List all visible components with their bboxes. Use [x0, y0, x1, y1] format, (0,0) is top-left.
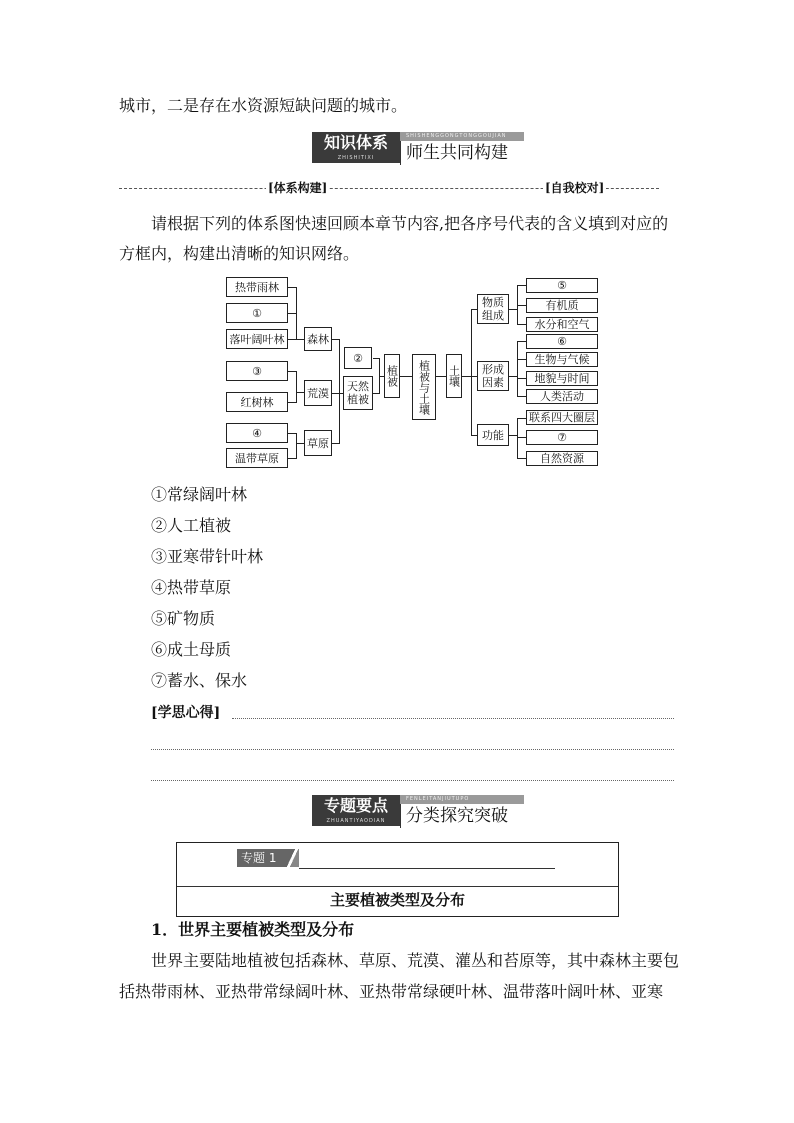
- banner-main: 知识体系: [312, 132, 400, 154]
- banner-divider: [400, 804, 401, 828]
- box-blank-5: ⑤: [526, 278, 598, 293]
- banner-text: 分类探究突破: [406, 806, 508, 826]
- answer-4: ④热带草原: [151, 578, 232, 597]
- box-mangrove: 红树林: [226, 392, 288, 412]
- box-blank-4: ④: [226, 423, 288, 443]
- answer-3: ③亚寒带针叶林: [151, 547, 264, 566]
- box-blank-3: ③: [226, 361, 288, 381]
- topic-title: 主要植被类型及分布: [329, 891, 465, 909]
- topic-tag-decoration: [287, 849, 299, 867]
- notes-label: [学思心得]: [151, 705, 221, 721]
- box-blank-7: ⑦: [526, 430, 598, 445]
- box-vegetation-and-soil: 植被与土壤: [412, 354, 436, 420]
- box-water-air: 水分和空气: [526, 317, 598, 332]
- banner-sub-pinyin: ZHUANTIYAODIAN: [312, 817, 400, 826]
- box-blank-1: ①: [226, 303, 288, 323]
- answer-2: ②人工植被: [151, 516, 232, 535]
- intro-line: 城市，二是存在水资源短缺问题的城市。: [119, 96, 408, 115]
- answer-1: ①常绿阔叶林: [151, 485, 248, 504]
- knowledge-system-banner: [312, 132, 522, 166]
- tag-self-check: [自我校对]: [545, 181, 605, 195]
- instruction-line-1: 请根据下列的体系图快速回顾本章节内容,把各序号代表的含义填到对应的: [151, 214, 669, 233]
- banner-sub-pinyin: ZHISHITIXI: [312, 154, 400, 163]
- box-natural-vegetation: 天然植被: [343, 376, 373, 410]
- box-formation-factors: 形成因素: [477, 361, 509, 391]
- notes-line-3: [151, 780, 674, 781]
- instruction-line-2: 方框内，构建出清晰的知识网络。: [119, 244, 360, 263]
- box-blank-2: ②: [344, 347, 372, 369]
- banner-main: 专题要点: [312, 795, 400, 817]
- box-function: 功能: [477, 424, 509, 446]
- notes-line-1: [232, 718, 674, 719]
- section-heading: 1．世界主要植被类型及分布: [151, 920, 355, 939]
- answer-5: ⑤矿物质: [151, 609, 216, 628]
- key-topics-banner: [312, 795, 522, 829]
- box-vegetation: 植被: [384, 354, 400, 398]
- topic-tag-underline: [299, 868, 555, 869]
- notes-line-2: [151, 749, 674, 750]
- box-soil: 土壤: [446, 354, 462, 398]
- box-landform-time: 地貌与时间: [526, 371, 598, 386]
- box-composition: 物质组成: [477, 294, 509, 324]
- banner-text: 师生共同构建: [406, 143, 508, 163]
- box-biology-climate: 生物与气候: [526, 352, 598, 367]
- tag-structure: [体系构建]: [268, 181, 328, 195]
- box-temperate-grassland: 温带草原: [226, 448, 288, 468]
- topic-box: [176, 842, 619, 917]
- box-deciduous-forest: 落叶阔叶林: [226, 329, 288, 349]
- box-desert: 荒漠: [304, 380, 332, 406]
- box-four-spheres: 联系四大圈层: [526, 410, 598, 425]
- box-organic-matter: 有机质: [526, 298, 598, 313]
- box-tropical-rainforest: 热带雨林: [226, 277, 288, 297]
- topic-tag: 专题 1: [237, 849, 287, 867]
- banner-top-pinyin: SHISHENGGONGTONGGOUJIAN: [400, 132, 524, 141]
- banner-top-pinyin: FENLEITANJIUTUPO: [400, 795, 524, 804]
- answer-7: ⑦蓄水、保水: [151, 671, 248, 690]
- box-blank-6: ⑥: [526, 334, 598, 349]
- answer-6: ⑥成土母质: [151, 640, 232, 659]
- box-natural-resources: 自然资源: [526, 451, 598, 466]
- box-human-activity: 人类活动: [526, 389, 598, 404]
- body-line-2: 括热带雨林、亚热带常绿阔叶林、亚热带常绿硬叶林、温带落叶阔叶林、亚寒: [119, 982, 664, 1001]
- body-line-1: 世界主要陆地植被包括森林、草原、荒漠、灌丛和苔原等，其中森林主要包: [151, 951, 680, 970]
- topic-divider: [177, 886, 618, 887]
- banner-divider: [400, 141, 401, 165]
- box-forest: 森林: [304, 327, 332, 351]
- box-grassland: 草原: [304, 430, 332, 456]
